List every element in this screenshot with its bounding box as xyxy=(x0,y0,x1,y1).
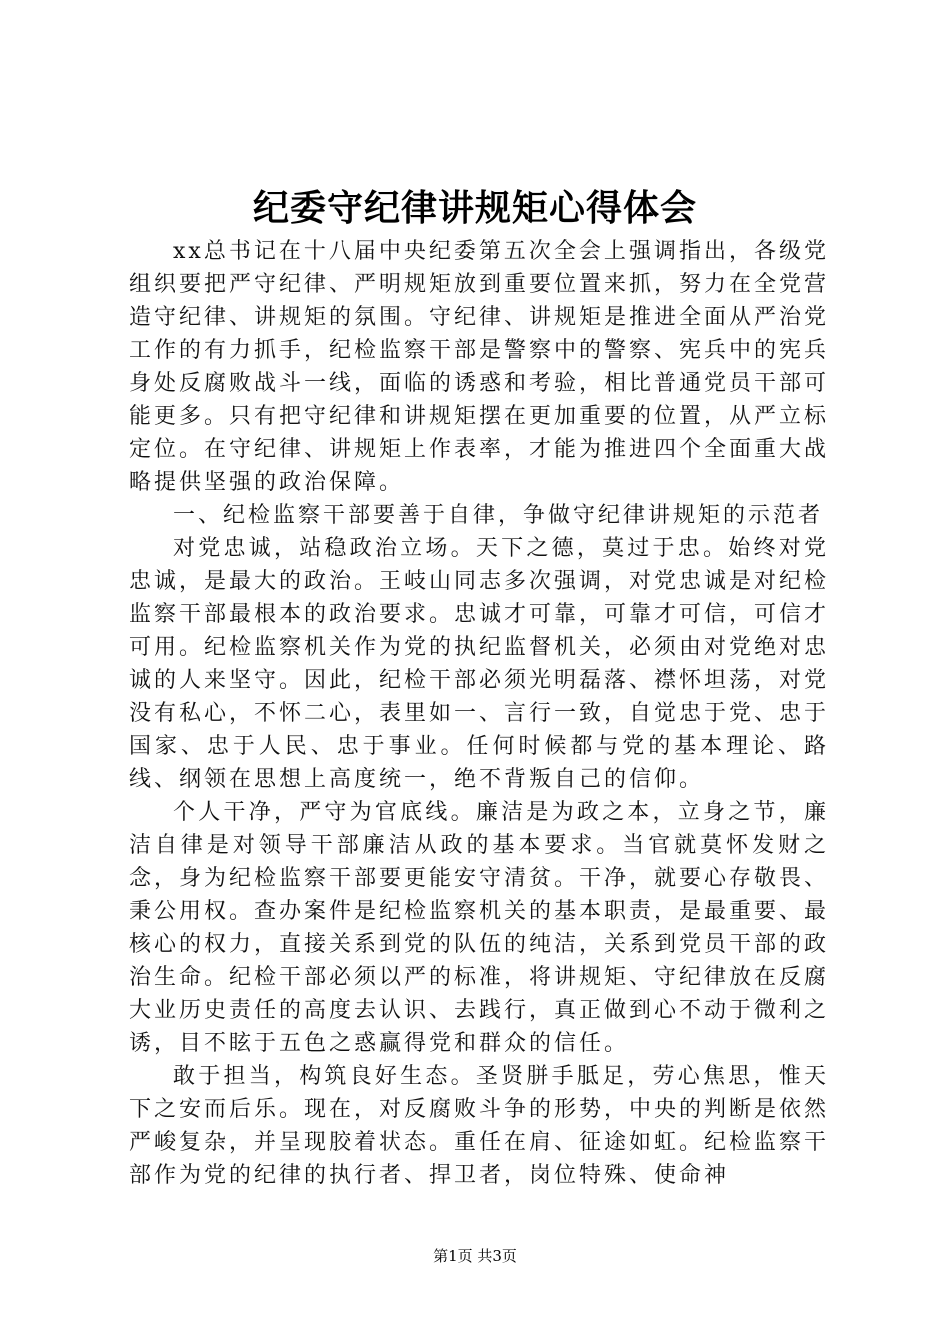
page-footer xyxy=(0,1246,950,1266)
paragraph-intro: xx总书记在十八届中央纪委第五次全会上强调指出，各级党组织要把严守纪律、严明规矩放到重要位置来抓，努力在全党营造守纪律、讲规矩的氛围。守纪律、讲规矩是推进全面从严治党工作的有力抓手，纪检监察干部是警察中的警察、宪兵中的宪兵身处反腐败战斗一线，面临的诱惑和考验，相比普通党员干部可能更多。只有把守纪律和讲规矩摆在更加重要的位置，从严立标定位。在守纪律、讲规矩上作表率，才能为推进四个全面重大战略提供坚强的政治保障。 xyxy=(129,239,830,495)
document-body xyxy=(129,235,829,1192)
page-total: 共3页 xyxy=(477,1247,517,1265)
section-heading: 一、纪检监察干部要善于自律，争做守纪律讲规矩的示范者 xyxy=(173,503,824,528)
paragraph-integrity: 个人干净，严守为官底线。廉洁是为政之本，立身之节，廉洁自律是对领导干部廉洁从政的基本要求。当官就莫怀发财之念，身为纪检监察干部要更能安守清贫。干净，就要心存敬畏、秉公用权。查办案件是纪检监察机关的基本职责，是最重要、最核心的权力，直接关系到党的队伍的纯洁，关系到党员干部的政治生命。纪检干部必须以严的标准，将讲规矩、守纪律放在反腐大业历史责任的高度去认识、去践行，真正做到心不动于微利之诱，目不眩于五色之惑赢得党和群众的信任。 xyxy=(129,800,830,1056)
paragraph-responsibility: 敢于担当，构筑良好生态。圣贤胼手胝足，劳心焦思，惟天下之安而后乐。现在，对反腐败斗争的形势，中央的判断是依然严峻复杂，并呈现胶着状态。重任在肩、征途如虹。纪检监察干部作为党的纪律的执行者、捍卫者，岗位特殊、使命神 xyxy=(129,1064,830,1188)
document-title: 纪委守纪律讲规矩心得体会 xyxy=(252,187,697,229)
page-number: 第1页 xyxy=(433,1247,473,1265)
paragraph-loyalty: 对党忠诚，站稳政治立场。天下之德，莫过于忠。始终对党忠诚，是最大的政治。王岐山同志多次强调，对党忠诚是对纪检监察干部最根本的政治要求。忠诚才可靠，可靠才可信，可信才可用。纪检监察机关作为党的执纪监督机关，必须由对党绝对忠诚的人来坚守。因此，纪检干部必须光明磊落、襟怀坦荡，对党没有私心，不怀二心，表里如一、言行一致，自觉忠于党、忠于国家、忠于人民、忠于事业。任何时候都与党的基本理论、路线、纲领在思想上高度统一，绝不背叛自己的信仰。 xyxy=(129,536,830,792)
